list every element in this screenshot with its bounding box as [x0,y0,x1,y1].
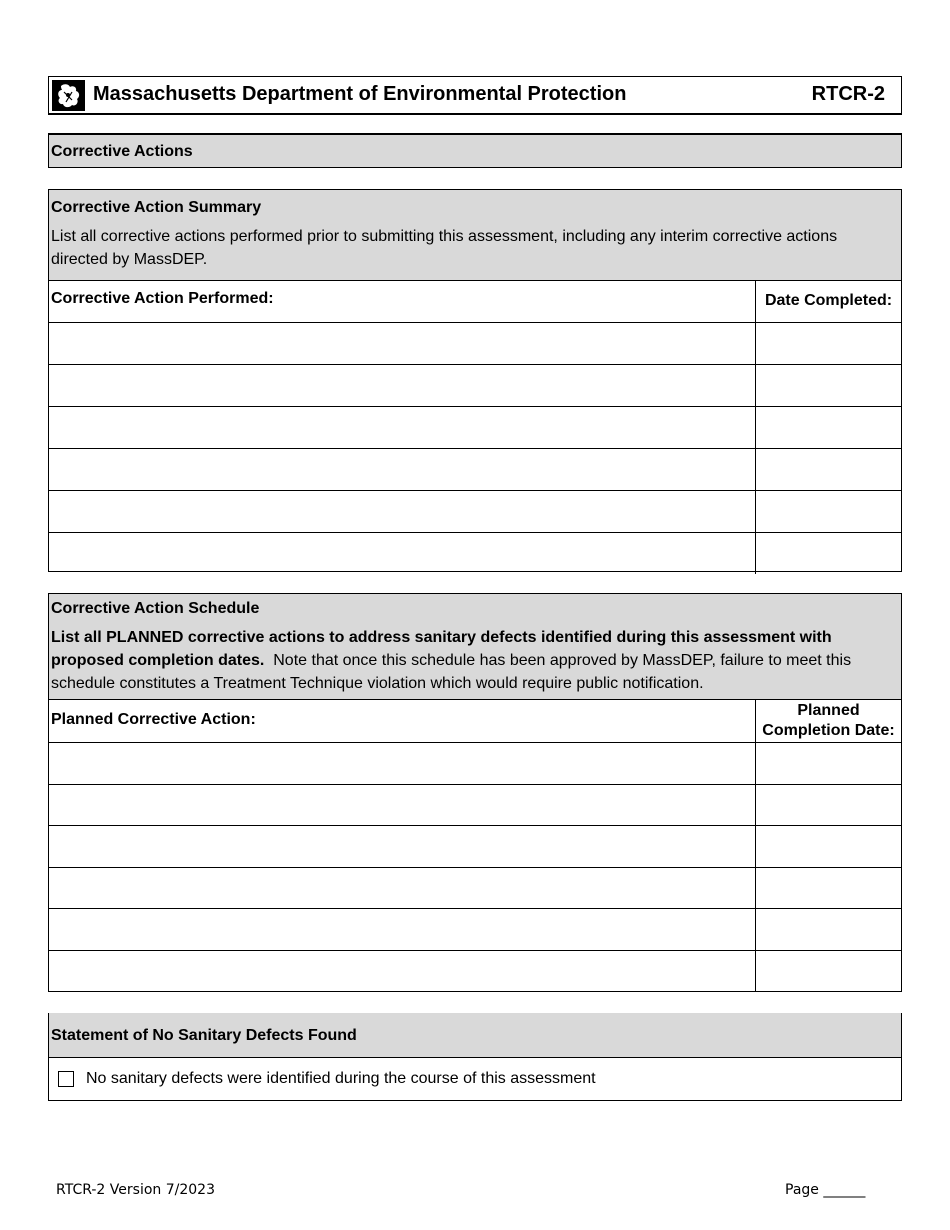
schedule-col-action: Planned Corrective Action: [51,711,256,728]
summary-date-cell[interactable] [756,490,901,532]
schedule-column-headers [49,699,901,743]
summary-action-cell[interactable] [49,364,755,406]
summary-action-cell[interactable] [49,322,755,364]
summary-col-action: Corrective Action Performed: [51,290,274,307]
schedule-action-cell[interactable] [49,950,755,992]
schedule-col-date-line1: Planned [797,702,860,719]
schedule-row [49,950,901,992]
no-defects-header [49,1013,901,1058]
schedule-description [51,626,893,695]
schedule-description-bold: List all PLANNED corrective actions to address sanitary defects identified during this assessment with proposed completion dates. [51,629,832,669]
schedule-date-cell[interactable] [756,867,901,909]
no-defects-checkbox[interactable] [58,1071,74,1087]
form-code: RTCR-2 [811,83,885,105]
summary-date-cell[interactable] [756,448,901,490]
corrective-action-summary-table [48,189,902,572]
schedule-action-cell[interactable] [49,742,755,784]
section-bar-label: Corrective Actions [51,143,193,160]
form-header [48,76,902,115]
schedule-row [49,867,901,910]
schedule-action-cell[interactable] [49,825,755,867]
no-defects-section [48,1013,902,1101]
summary-row [49,322,901,365]
no-defects-title: Statement of No Sanitary Defects Found [51,1027,357,1044]
summary-action-cell[interactable] [49,448,755,490]
schedule-row [49,742,901,785]
summary-row [49,364,901,407]
schedule-action-cell[interactable] [49,908,755,950]
section-bar-corrective-actions [48,133,902,168]
schedule-title: Corrective Action Schedule [51,600,260,617]
schedule-date-cell[interactable] [756,825,901,867]
no-defects-checkbox-label: No sanitary defects were identified during the course of this assessment [86,1070,596,1087]
schedule-col-date [756,701,901,741]
schedule-row [49,908,901,951]
corrective-action-schedule-table [48,593,902,992]
summary-row [49,448,901,491]
schedule-col-date-line2: Completion Date: [762,722,895,739]
summary-row [49,406,901,449]
schedule-date-cell[interactable] [756,742,901,784]
page-title: Massachusetts Department of Environmental Protection [93,83,627,105]
summary-header [49,190,901,281]
schedule-date-cell[interactable] [756,950,901,992]
footer-page-number: Page ______ [785,1182,866,1198]
schedule-row [49,784,901,827]
summary-column-headers [49,280,901,323]
summary-description: List all corrective actions performed prior to submitting this assessment, including any interim corrective actions directed by MassDEP. [51,228,838,268]
footer-version: RTCR-2 Version 7/2023 [56,1182,215,1198]
summary-title: Corrective Action Summary [51,199,262,216]
schedule-date-cell[interactable] [756,784,901,826]
schedule-date-cell[interactable] [756,908,901,950]
summary-date-cell[interactable] [756,532,901,574]
summary-col-date: Date Completed: [764,292,893,309]
schedule-row [49,825,901,868]
summary-date-cell[interactable] [756,406,901,448]
massdep-logo-icon [52,80,85,111]
schedule-action-cell[interactable] [49,867,755,909]
summary-row [49,532,901,574]
summary-date-cell[interactable] [756,322,901,364]
summary-row [49,490,901,533]
schedule-action-cell[interactable] [49,784,755,826]
summary-action-cell[interactable] [49,406,755,448]
schedule-header [49,594,901,700]
summary-action-cell[interactable] [49,490,755,532]
summary-action-cell[interactable] [49,532,755,574]
schedule-description-rest: Note that once this schedule has been approved by MassDEP, failure to meet this schedule constitutes a Treatment Technique violation which would require public notification. [51,652,852,692]
summary-date-cell[interactable] [756,364,901,406]
